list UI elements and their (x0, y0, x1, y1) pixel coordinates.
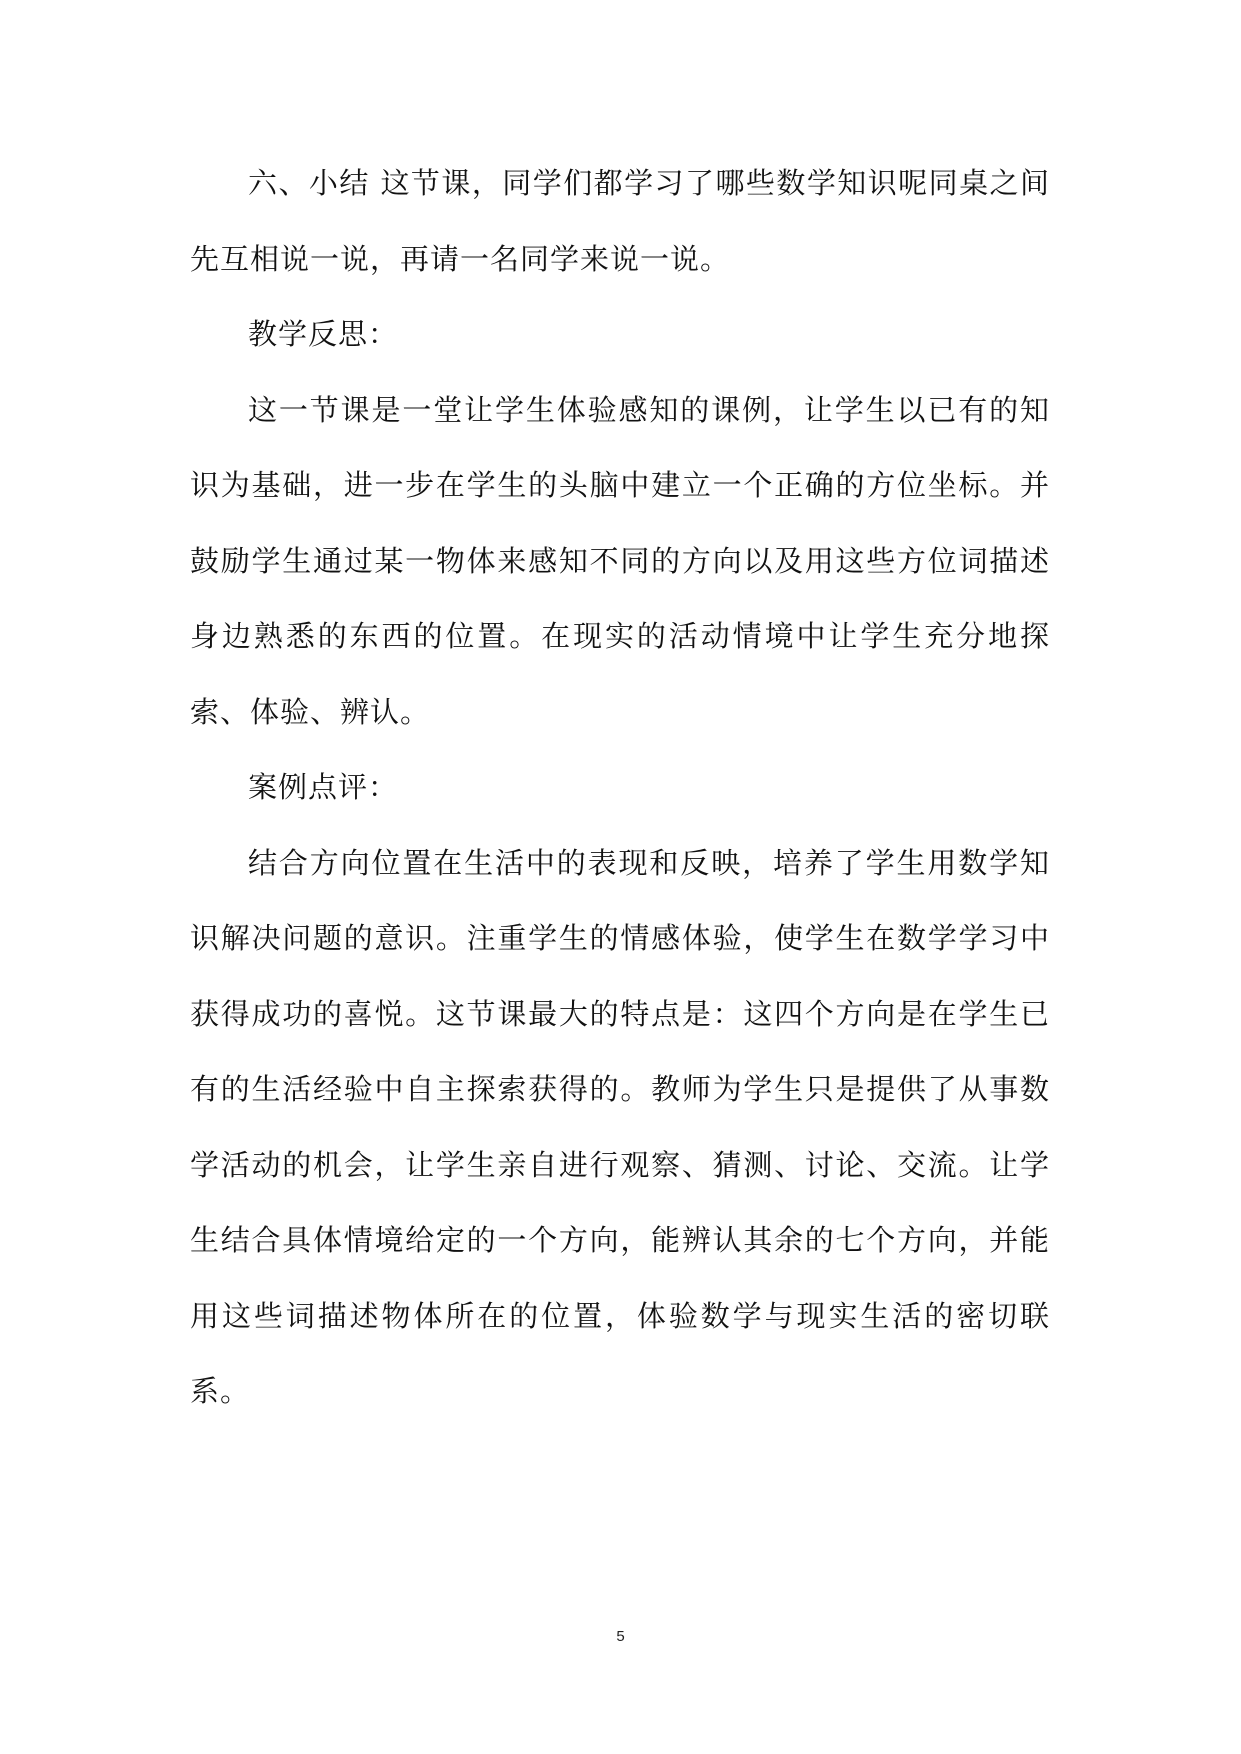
document-body (190, 146, 1050, 1430)
page-number: 5 (616, 1628, 625, 1645)
paragraph-case-review: 结合方向位置在生活中的表现和反映，培养了学生用数学知识解决问题的意识。注重学生的情感体验，使学生在数学学习中获得成功的喜悦。这节课最大的特点是：这四个方向是在学生已有的生活经验中自主探索获得的。教师为学生只是提供了从事数学活动的机会，让学生亲自进行观察、猜测、讨论、交流。让学生结合具体情境给定的一个方向，能辨认其余的七个方向，并能用这些词描述物体所在的位置，体验数学与现实生活的密切联系。 (190, 845, 1050, 1408)
heading-teaching-reflection: 教学反思： (248, 317, 399, 351)
heading-case-review: 案例点评： (248, 770, 399, 804)
paragraph-teaching-reflection: 这一节课是一堂让学生体验感知的课例，让学生以已有的知识为基础，进一步在学生的头脑中建立一个正确的方位坐标。并鼓励学生通过某一物体来感知不同的方向以及用这些方位词描述身边熟悉的东西的位置。在现实的活动情境中让学生充分地探索、体验、辨认。 (190, 392, 1050, 729)
paragraph-summary: 六、小结 这节课，同学们都学习了哪些数学知识呢同桌之间先互相说一说，再请一名同学来说一说。 (190, 166, 1050, 276)
